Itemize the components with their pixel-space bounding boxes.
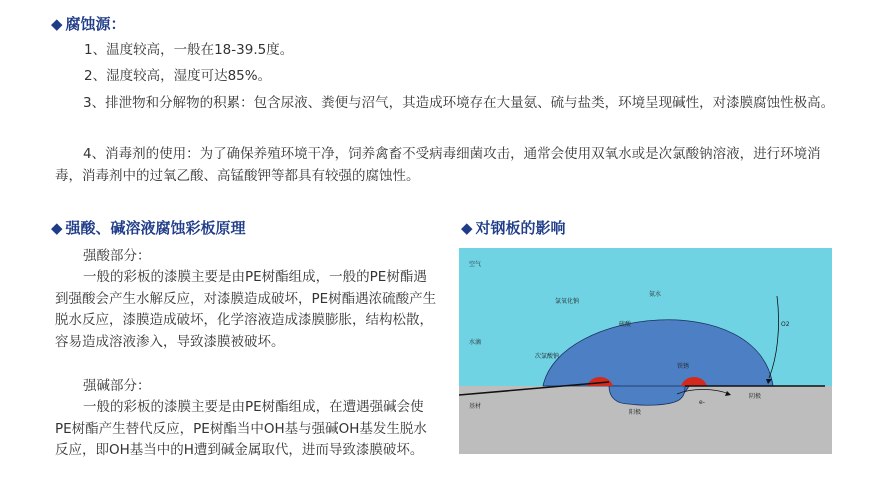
effect-title: 对钢板的影响	[475, 219, 566, 237]
corrosion-diagram	[459, 248, 832, 454]
source-item-1: 1、温度较高，一般在18-39.5度。	[84, 42, 294, 58]
section-heading-principle	[51, 218, 246, 238]
label-air: 空气	[469, 261, 482, 268]
source-item-4: 4、消毒剂的使用：为了确保养殖环境干净，饲养禽畜不受病毒细菌攻击，通常会使用双氧水或是次氯酸钠溶液，进行环境消毒，消毒剂中的过氧乙酸、高锰酸钾等都具有较强的腐蚀性。	[55, 146, 821, 184]
diamond-bullet-icon: ◆	[51, 15, 63, 33]
label-sulfate: 硫酸	[619, 321, 632, 328]
alkali-heading: 强碱部分：	[83, 378, 151, 394]
label-o2: O2	[781, 321, 790, 328]
source-title: 腐蚀源：	[65, 15, 126, 33]
section-heading-source	[51, 14, 126, 34]
section-heading-effect	[461, 218, 566, 238]
diamond-bullet-icon: ◆	[461, 219, 473, 237]
label-hypochlorite: 次氯酸钠	[535, 353, 560, 360]
label-substrate: 基材	[469, 403, 482, 410]
alkali-text: 一般的彩板的漆膜主要是由PE树酯组成，在遭遇强碱会使PE树酯产生替代反应，PE树酯当中OH基与强碱OH基发生脱水反应，即OH基当中的H遭到碱金属取代，进而导致漆膜破坏。	[55, 399, 427, 458]
acid-text: 一般的彩板的漆膜主要是由PE树酯组成，一般的PE树酯遇到强酸会产生水解反应，对漆膜造成破坏，PE树酯遇浓硫酸产生脱水反应，漆膜造成破坏，化学溶液造成漆膜膨胀，结构松散，容易造成溶液渗入，导致漆膜被破坏。	[55, 269, 437, 350]
label-anode: 阳极	[629, 409, 642, 416]
diamond-bullet-icon: ◆	[51, 219, 63, 237]
label-rust: 铁锈	[677, 363, 690, 370]
corrosion-pit	[609, 386, 685, 405]
label-electron: e-	[699, 399, 705, 406]
principle-title: 强酸、碱溶液腐蚀彩板原理	[65, 219, 246, 237]
label-chlorine: 氯氧化钠	[555, 298, 580, 305]
label-cathode: 阴极	[749, 393, 762, 400]
acid-heading: 强酸部分：	[83, 248, 151, 264]
label-water: 水滴	[469, 339, 482, 346]
label-ammonia: 氨水	[649, 291, 662, 298]
source-item-3: 3、排泄物和分解物的积累：包含尿液、粪便与沼气，其造成环境存在大量氨、硫与盐类，环境呈现碱性，对漆膜腐蚀性极高。	[83, 95, 835, 111]
source-item-2: 2、湿度较高，湿度可达85%。	[84, 68, 272, 84]
